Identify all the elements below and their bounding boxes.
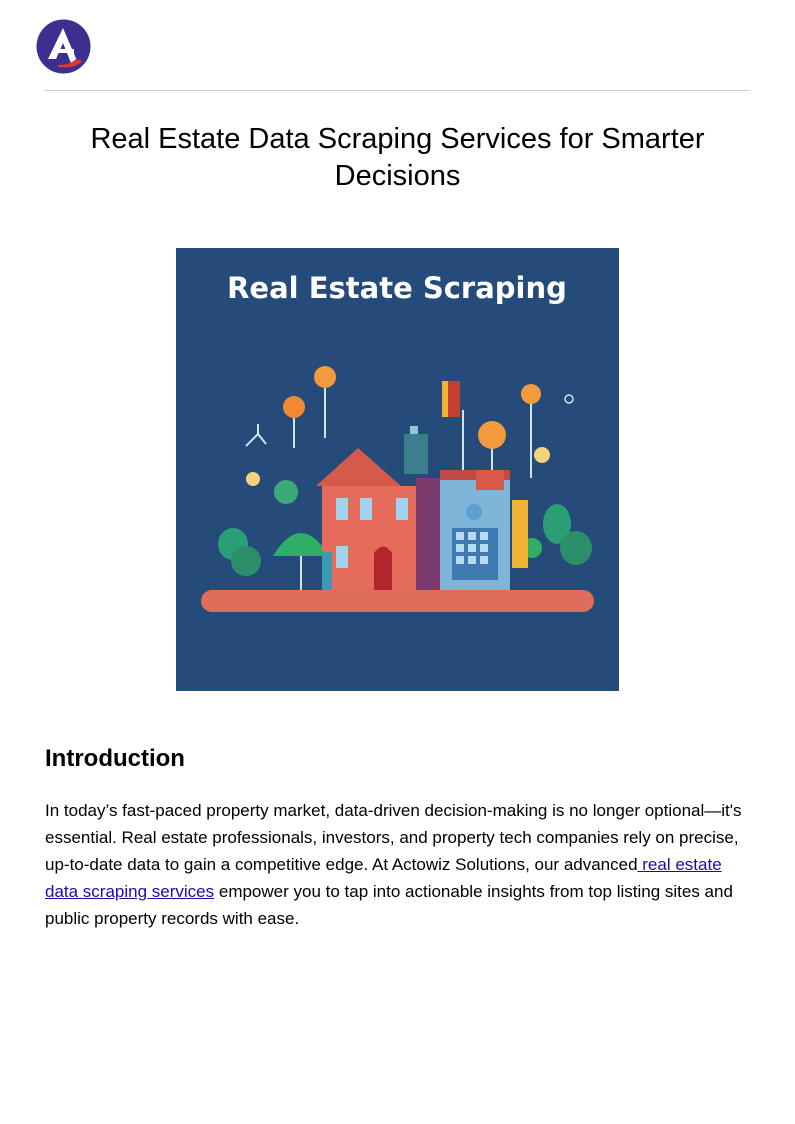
hero-banner-text: Real Estate Scraping [227, 271, 567, 305]
intro-paragraph [45, 797, 755, 932]
section-heading: Introduction [45, 745, 185, 772]
header-divider [45, 90, 750, 91]
paragraph-text-before-link: In today’s fast-paced property market, data-driven decision-making is no longer optional—it's essential. Real estate professionals, investors, and property tech companies rely on precise, up-to-date data to gain a competitive edge. At Actowiz Solutions, our advanced [45, 801, 742, 874]
company-logo[interactable] [36, 19, 91, 74]
real-estate-scraping-link[interactable]: real estate data scraping services [45, 855, 722, 901]
hero-image [176, 248, 619, 691]
actowiz-a-logo-icon [36, 19, 91, 74]
page-title: Real Estate Data Scraping Services for Smarter Decisions [90, 123, 705, 192]
paragraph-text-after-link: empower you to tap into actionable insights from top listing sites and public property records with ease. [45, 882, 733, 928]
